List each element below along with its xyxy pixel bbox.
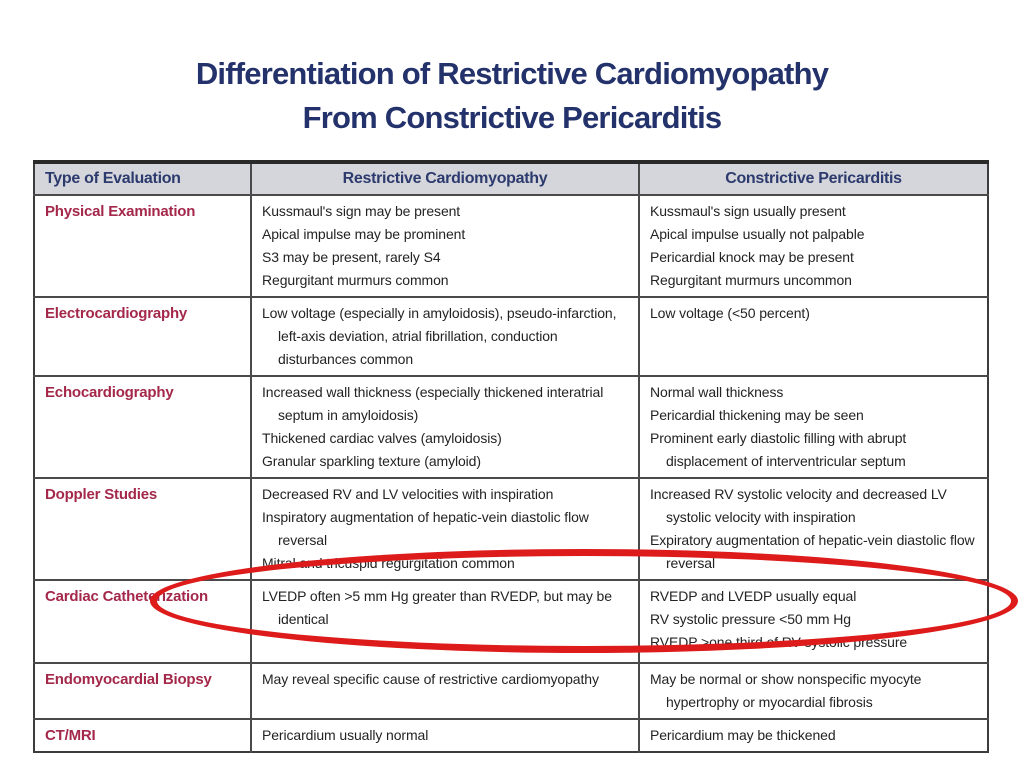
table-row-endomyocardial-biopsy bbox=[34, 663, 988, 719]
cell-entry: RV systolic pressure <50 mm Hg bbox=[650, 611, 851, 627]
constrictive-cell bbox=[639, 663, 988, 719]
cell-entry: Apical impulse may be prominent bbox=[262, 226, 466, 242]
cell-entry: Kussmaul's sign usually present bbox=[650, 203, 846, 219]
col-header-restrictive-cardiomyopathy: Restrictive Cardiomyopathy bbox=[251, 162, 639, 195]
comparison-table bbox=[33, 160, 989, 753]
evaluation-label: Cardiac Catheterization bbox=[34, 580, 251, 663]
table-row-electrocardiography bbox=[34, 297, 988, 376]
cell-entry: Pericardial knock may be present bbox=[650, 249, 854, 265]
cell-entry: RVEDP >one third of RV systolic pressure bbox=[650, 634, 908, 650]
constrictive-cell bbox=[639, 297, 988, 376]
cell-entry: Prominent early diastolic filling with abrupt displacement of interventricular septum bbox=[650, 430, 907, 469]
table-row-cardiac-catheterization bbox=[34, 580, 988, 663]
cell-entry: Decreased RV and LV velocities with inspiration bbox=[262, 486, 554, 502]
constrictive-cell bbox=[639, 195, 988, 297]
restrictive-cell bbox=[251, 580, 639, 663]
constrictive-cell bbox=[639, 478, 988, 580]
cell-entry: Pericardium may be thickened bbox=[650, 727, 836, 743]
constrictive-cell bbox=[639, 376, 988, 478]
table-header-row bbox=[34, 162, 988, 195]
cell-entry: Granular sparkling texture (amyloid) bbox=[262, 453, 481, 469]
table-row-ct-mri bbox=[34, 719, 988, 752]
evaluation-label: Physical Examination bbox=[45, 203, 196, 220]
table-row-echocardiography bbox=[34, 376, 988, 478]
cell-entry: Low voltage (<50 percent) bbox=[650, 305, 810, 321]
cell-entry: Mitral and tricuspid regurgitation common bbox=[262, 555, 515, 571]
slide-title bbox=[0, 52, 1024, 140]
cell-entry: May reveal specific cause of restrictive cardiomyopathy bbox=[262, 671, 599, 687]
table-row-doppler-studies bbox=[34, 478, 988, 580]
constrictive-cell bbox=[639, 580, 988, 663]
cell-entry: Pericardial thickening may be seen bbox=[650, 407, 864, 423]
cell-entry: Pericardium usually normal bbox=[262, 727, 429, 743]
cell-entry: Increased wall thickness (especially thickened interatrial septum in amyloidosis) bbox=[262, 384, 604, 423]
evaluation-label: Endomyocardial Biopsy bbox=[34, 663, 251, 719]
cell-entry: RVEDP and LVEDP usually equal bbox=[650, 588, 857, 604]
table-row-physical-examination bbox=[34, 195, 988, 297]
constrictive-cell bbox=[639, 719, 988, 752]
cell-entry: LVEDP often >5 mm Hg greater than RVEDP, but may be identical bbox=[262, 588, 612, 627]
restrictive-cell bbox=[251, 719, 639, 752]
cell-entry: May be normal or show nonspecific myocyte hypertrophy or myocardial fibrosis bbox=[650, 671, 922, 710]
restrictive-cell bbox=[251, 478, 639, 580]
evaluation-label: Echocardiography bbox=[34, 376, 251, 478]
cell-entry: Expiratory augmentation of hepatic-vein diastolic flow reversal bbox=[650, 532, 975, 571]
cell-entry: Normal wall thickness bbox=[650, 384, 784, 400]
evaluation-label: Electrocardiography bbox=[34, 297, 251, 376]
cell-entry: Kussmaul's sign may be present bbox=[262, 203, 461, 219]
cell-entry: Increased RV systolic velocity and decreased LV systolic velocity with inspiration bbox=[650, 486, 947, 525]
restrictive-cell bbox=[251, 297, 639, 376]
restrictive-cell bbox=[251, 376, 639, 478]
cell-entry: Inspiratory augmentation of hepatic-vein diastolic flow reversal bbox=[262, 509, 589, 548]
col-header-type-of-evaluation: Type of Evaluation bbox=[34, 162, 251, 195]
slide-title-line2: From Constrictive Pericarditis bbox=[302, 100, 722, 135]
cell-entry: Regurgitant murmurs uncommon bbox=[650, 272, 852, 288]
slide-title-line1: Differentiation of Restrictive Cardiomyopathy bbox=[195, 56, 829, 91]
restrictive-cell bbox=[251, 195, 639, 297]
evaluation-label: Doppler Studies bbox=[34, 478, 251, 580]
cell-entry: Regurgitant murmurs common bbox=[262, 272, 449, 288]
restrictive-cell bbox=[251, 663, 639, 719]
evaluation-label: CT/MRI bbox=[34, 719, 251, 752]
cell-entry: Apical impulse usually not palpable bbox=[650, 226, 865, 242]
cell-entry: S3 may be present, rarely S4 bbox=[262, 249, 441, 265]
cell-entry: Low voltage (especially in amyloidosis), pseudo-infarction, left-axis deviation, atrial fibrillation, conduction disturbances common bbox=[262, 305, 617, 367]
col-header-constrictive-pericarditis: Constrictive Pericarditis bbox=[639, 162, 988, 195]
cell-entry: Thickened cardiac valves (amyloidosis) bbox=[262, 430, 502, 446]
